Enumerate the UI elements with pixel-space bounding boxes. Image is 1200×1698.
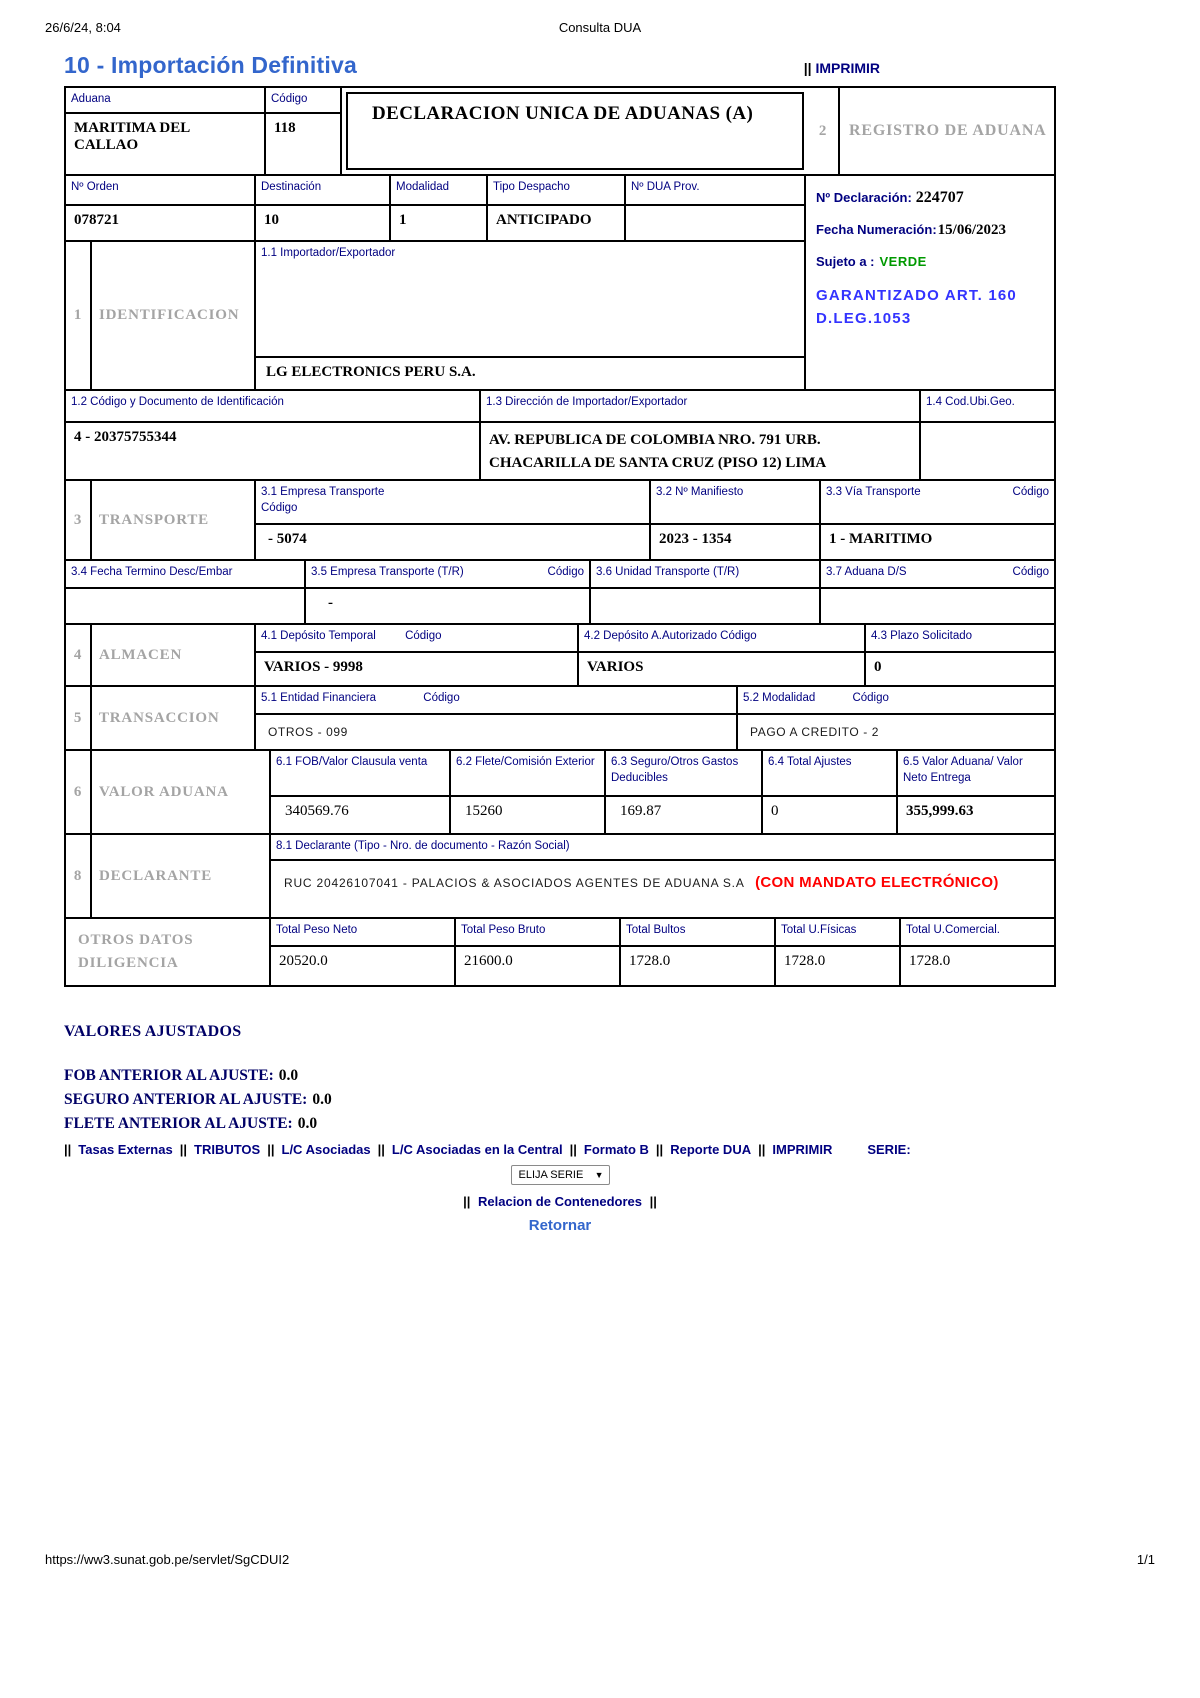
unidades-fisicas-label: Total U.Físicas [776, 919, 899, 947]
field-fecha-termino [66, 561, 306, 623]
field-aduana-ds [821, 561, 1054, 623]
row-transaccion [66, 687, 1054, 751]
field-fecha-numeracion [816, 221, 1046, 239]
empresa-transporte-codigo-text: Código [261, 501, 298, 514]
unidades-fisicas-value: 1728.0 [784, 953, 826, 969]
link-lc-asociadas-central[interactable]: L/C Asociadas en la Central [391, 1142, 563, 1157]
serie-select-row [64, 1165, 1056, 1185]
field-via-transporte [821, 481, 1054, 559]
empresa-transporte-tr-value: - [328, 595, 333, 611]
codigo-documento-label: 1.2 Código y Documento de Identificación [66, 391, 479, 423]
row-transporte-2 [66, 561, 1054, 625]
field-deposito-temporal [256, 625, 579, 685]
n-orden-value: 078721 [74, 212, 119, 228]
serie-select-wrap [511, 1165, 610, 1185]
dua-form-table [64, 86, 1056, 987]
separator: || [463, 1194, 471, 1209]
flete-label: 6.2 Flete/Comisión Exterior [451, 751, 604, 797]
section-valor-aduana-name: VALOR ADUANA [99, 783, 229, 800]
print-footer [45, 1552, 1155, 1567]
imprimir-top [804, 60, 880, 76]
declarante-label: 8.1 Declarante (Tipo - Nro. de documento - Razón Social) [271, 835, 1054, 861]
field-tipo-despacho [488, 176, 626, 240]
page-title: 10 - Importación Definitiva [64, 52, 357, 78]
field-fob [271, 751, 451, 833]
bottom-links-row [64, 1142, 1056, 1157]
field-dua-prov [626, 176, 804, 240]
empresa-transporte-label-text: 3.1 Empresa Transporte [261, 486, 385, 498]
field-importador [256, 242, 804, 389]
field-unidad-transporte [591, 561, 821, 623]
total-ajustes-value: 0 [771, 803, 779, 819]
separator: || [569, 1142, 577, 1157]
link-tasas-externas[interactable]: Tasas Externas [78, 1142, 173, 1157]
field-sujeto-a [816, 253, 1046, 271]
n-declaracion-label: Nº Declaración: [816, 190, 912, 205]
transaccion-fields [256, 687, 1054, 749]
row-transporte [66, 481, 1054, 561]
direccion-label: 1.3 Dirección de Importador/Exportador [481, 391, 919, 423]
entidad-financiera-label-text: 5.1 Entidad Financiera [261, 692, 377, 704]
field-declarante [271, 835, 1054, 917]
ubigeo-value [921, 423, 1054, 479]
empresa-transporte-tr-label-text: 3.5 Empresa Transporte (T/R) [311, 566, 464, 578]
field-aduana [66, 88, 266, 174]
field-unidades-comerciales [901, 919, 1054, 985]
declarante-ruc-text: RUC 20426107041 - PALACIOS & ASOCIADOS AGENTES DE ADUANA S.A [284, 876, 745, 890]
serie-select[interactable] [511, 1165, 610, 1185]
flete-value: 15260 [465, 803, 503, 819]
field-direccion [481, 391, 921, 479]
section-transporte [66, 481, 256, 559]
field-entidad-financiera [256, 687, 738, 749]
section-transporte-number: 3 [66, 481, 92, 559]
manifiesto-label: 3.2 Nº Manifiesto [651, 481, 819, 525]
row-documento-direccion [66, 391, 1054, 481]
imprimir-link-top[interactable]: IMPRIMIR [815, 60, 880, 76]
tipo-despacho-value: ANTICIPADO [496, 212, 592, 228]
via-transporte-codigo-text: Código [1012, 486, 1049, 498]
aduana-ds-label-text: 3.7 Aduana D/S [826, 566, 907, 578]
fob-label: 6.1 FOB/Valor Clausula venta [271, 751, 449, 797]
deposito-temporal-value: VARIOS - 9998 [264, 659, 363, 675]
separator: || [758, 1142, 766, 1157]
deposito-autorizado-value: VARIOS [587, 659, 644, 675]
modalidad-pago-label [738, 687, 1054, 715]
field-n-declaracion [816, 189, 1046, 207]
unidad-transporte-label: 3.6 Unidad Transporte (T/R) [591, 561, 819, 589]
registro-aduana-panel [804, 176, 1054, 389]
empresa-transporte-label [256, 481, 649, 525]
unidad-transporte-value [591, 589, 819, 623]
garantizado-text: GARANTIZADO ART. 160 D.LEG.1053 [816, 287, 1017, 327]
field-bultos [621, 919, 776, 985]
field-codigo-aduana [266, 88, 342, 174]
link-relacion-contenedores[interactable]: Relacion de Contenedores [478, 1194, 642, 1209]
entidad-financiera-label [256, 687, 736, 715]
seguro-anterior-line [64, 1091, 1056, 1109]
registro-aduana-label: REGISTRO DE ADUANA [849, 122, 1047, 139]
field-peso-neto [271, 919, 456, 985]
bultos-value: 1728.0 [629, 953, 671, 969]
via-transporte-label-text: 3.3 Vía Transporte [826, 486, 921, 498]
fob-anterior-value: 0.0 [278, 1067, 299, 1084]
total-ajustes-label: 6.4 Total Ajustes [763, 751, 896, 797]
section-valor-aduana-number: 6 [66, 751, 92, 833]
retornar-row [64, 1217, 1056, 1235]
separator: || [803, 60, 812, 76]
sujeto-a-label: Sujeto a : [816, 254, 875, 269]
fob-anterior-line [64, 1067, 1056, 1085]
dua-prov-value [626, 206, 804, 240]
seguro-label: 6.3 Seguro/Otros Gastos Deducibles [606, 751, 761, 797]
print-datetime: 26/6/24, 8:04 [45, 20, 121, 35]
row-almacen [66, 625, 1054, 687]
deposito-temporal-label [256, 625, 577, 653]
modalidad-pago-label-text: 5.2 Modalidad [743, 692, 816, 704]
deposito-temporal-label-text: 4.1 Depósito Temporal [261, 630, 376, 642]
link-formato-b[interactable]: Formato B [583, 1142, 649, 1157]
codigo-aduana-label: Código [266, 88, 340, 114]
link-lc-asociadas[interactable]: L/C Asociadas [281, 1142, 371, 1157]
plazo-solicitado-value: 0 [874, 659, 882, 675]
row-declarante [66, 835, 1054, 919]
doc-title-cell [342, 88, 808, 174]
dua-prov-label: Nº DUA Prov. [626, 176, 804, 206]
row-valor-aduana [66, 751, 1054, 835]
codigo-aduana-value: 118 [274, 120, 296, 136]
peso-bruto-value: 21600.0 [464, 953, 513, 969]
entidad-financiera-value: OTROS - 099 [268, 725, 348, 739]
field-destinacion [256, 176, 391, 240]
section-transaccion-number: 5 [66, 687, 92, 749]
field-empresa-transporte [256, 481, 651, 559]
destinacion-value: 10 [264, 212, 279, 228]
seguro-anterior-value: 0.0 [312, 1091, 332, 1108]
section-declarante-name: DECLARANTE [99, 867, 213, 884]
empresa-transporte-tr-codigo-text: Código [547, 566, 584, 578]
serie-label: SERIE: [867, 1142, 911, 1157]
fecha-termino-label: 3.4 Fecha Termino Desc/Embar [66, 561, 304, 589]
section-declarante-number: 8 [66, 835, 92, 917]
tipo-despacho-label: Tipo Despacho [488, 176, 624, 206]
field-seguro [606, 751, 763, 833]
direccion-value: AV. REPUBLICA DE COLOMBIA NRO. 791 URB. CHACARILLA DE SANTA CRUZ (PISO 12) LIMA [489, 432, 827, 471]
section-identificacion-number: 1 [66, 242, 92, 389]
codigo-documento-value: 4 - 20375755344 [74, 429, 177, 445]
empresa-transporte-tr-label [306, 561, 589, 589]
valores-ajustados-block [64, 1023, 1056, 1133]
section-almacen-name: ALMACEN [99, 646, 183, 663]
footer-url: https://ww3.sunat.gob.pe/servlet/SgCDUI2 [45, 1552, 290, 1567]
valor-aduana-fields [271, 751, 1054, 833]
flete-anterior-line [64, 1115, 1056, 1133]
section-transaccion [66, 687, 256, 749]
page-title-bar [64, 52, 1056, 79]
field-modalidad-pago [738, 687, 1054, 749]
section-almacen [66, 625, 256, 685]
seguro-value: 169.87 [620, 803, 662, 819]
section-identificacion-name: IDENTIFICACION [99, 307, 240, 323]
via-transporte-value: 1 - MARITIMO [829, 531, 933, 547]
page-content [64, 52, 1056, 1235]
aduana-ds-value [821, 589, 1054, 623]
deposito-temporal-codigo-text: Código [405, 630, 442, 642]
section-almacen-number: 4 [66, 625, 92, 685]
field-n-orden [66, 176, 256, 240]
aduana-value: MARITIMA DEL CALLAO [74, 120, 190, 153]
section-transaccion-name: TRANSACCION [99, 709, 220, 726]
row-orden [66, 176, 804, 242]
fob-value: 340569.76 [285, 803, 349, 819]
transporte-fields [256, 481, 1054, 559]
retornar-link[interactable]: Retornar [528, 1217, 592, 1234]
separator: || [649, 1194, 657, 1209]
valores-ajustados-title: VALORES AJUSTADOS [64, 1023, 242, 1040]
fecha-numeracion-label: Fecha Numeración: [816, 222, 937, 237]
almacen-fields [256, 625, 1054, 685]
entidad-financiera-codigo-text: Código [423, 692, 460, 704]
ubigeo-label: 1.4 Cod.Ubi.Geo. [921, 391, 1054, 423]
peso-bruto-label: Total Peso Bruto [456, 919, 619, 947]
modalidad-label: Modalidad [391, 176, 486, 206]
section-otros-datos-name: OTROS DATOS DILIGENCIA [66, 919, 271, 985]
modalidad-pago-value: PAGO A CREDITO - 2 [750, 725, 880, 739]
field-unidades-fisicas [776, 919, 901, 985]
link-reporte-dua[interactable]: Reporte DUA [670, 1142, 752, 1157]
importador-label: 1.1 Importador/Exportador [261, 247, 396, 259]
field-deposito-autorizado [579, 625, 866, 685]
unidades-comerciales-value: 1728.0 [909, 953, 951, 969]
fecha-termino-value [66, 589, 304, 623]
valor-aduana-label: 6.5 Valor Aduana/ Valor Neto Entrega [898, 751, 1054, 797]
fecha-numeracion-value: 15/06/2023 [937, 222, 1006, 238]
link-imprimir-bottom[interactable]: IMPRIMIR [772, 1142, 833, 1157]
modalidad-pago-codigo-text: Código [852, 692, 889, 704]
link-tributos[interactable]: TRIBUTOS [194, 1142, 261, 1157]
importador-value: LG ELECTRONICS PERU S.A. [256, 356, 804, 389]
doc-title: DECLARACION UNICA DE ADUANAS (A) [346, 92, 804, 170]
separator: || [267, 1142, 275, 1157]
aduana-label: Aduana [66, 88, 264, 114]
field-total-ajustes [763, 751, 898, 833]
aduana-ds-label [821, 561, 1054, 589]
aduana-ds-codigo-text: Código [1012, 566, 1049, 578]
row-aduana-header [66, 88, 1054, 176]
contenedores-row [64, 1194, 1056, 1209]
section-valor-aduana [66, 751, 271, 833]
footer-page-indicator: 1/1 [1136, 1552, 1155, 1567]
empresa-transporte-value: - 5074 [268, 531, 307, 547]
deposito-autorizado-label: 4.2 Depósito A.Autorizado Código [579, 625, 864, 653]
print-doc-title: Consulta DUA [558, 20, 642, 35]
declarante-value [271, 861, 1054, 917]
bultos-label: Total Bultos [621, 919, 774, 947]
field-flete [451, 751, 606, 833]
via-transporte-label [821, 481, 1054, 525]
flete-anterior-value: 0.0 [297, 1115, 318, 1132]
importador-empty-space [256, 264, 804, 356]
valor-aduana-value: 355,999.63 [906, 803, 974, 819]
separator: || [179, 1142, 187, 1157]
flete-anterior-label: FLETE ANTERIOR AL AJUSTE: [64, 1115, 293, 1132]
manifiesto-value: 2023 - 1354 [659, 531, 732, 547]
unidades-comerciales-label: Total U.Comercial. [901, 919, 1054, 947]
field-ubigeo [921, 391, 1054, 479]
separator: || [377, 1142, 385, 1157]
seguro-anterior-label: SEGURO ANTERIOR AL AJUSTE: [64, 1091, 308, 1108]
section-identificacion [66, 242, 256, 389]
n-orden-label: Nº Orden [66, 176, 254, 206]
row-identificacion [66, 176, 1054, 391]
identificacion-body [66, 242, 804, 389]
field-plazo-solicitado [866, 625, 1054, 685]
modalidad-value: 1 [399, 212, 407, 228]
print-header [0, 20, 1200, 38]
field-manifiesto [651, 481, 821, 559]
registro-number: 2 [808, 88, 840, 174]
row-otros-datos [66, 919, 1054, 985]
peso-neto-value: 20520.0 [279, 953, 328, 969]
field-codigo-documento [66, 391, 481, 479]
field-modalidad [391, 176, 488, 240]
canal-badge: VERDE [879, 254, 927, 269]
field-empresa-transporte-tr [306, 561, 591, 623]
plazo-solicitado-label: 4.3 Plazo Solicitado [866, 625, 1054, 653]
section-declarante [66, 835, 271, 917]
fob-anterior-label: FOB ANTERIOR AL AJUSTE: [64, 1067, 274, 1084]
chevron-down-icon: ▼ [594, 1169, 604, 1180]
n-declaracion-value: 224707 [915, 189, 964, 206]
destinacion-label: Destinación [256, 176, 389, 206]
section-transporte-name: TRANSPORTE [99, 511, 209, 528]
otros-datos-fields [271, 919, 1054, 985]
mandato-electronico-text: (CON MANDATO ELECTRÓNICO) [755, 874, 999, 891]
field-valor-aduana [898, 751, 1054, 833]
separator: || [655, 1142, 664, 1157]
field-peso-bruto [456, 919, 621, 985]
peso-neto-label: Total Peso Neto [271, 919, 454, 947]
separator: || [64, 1142, 72, 1157]
